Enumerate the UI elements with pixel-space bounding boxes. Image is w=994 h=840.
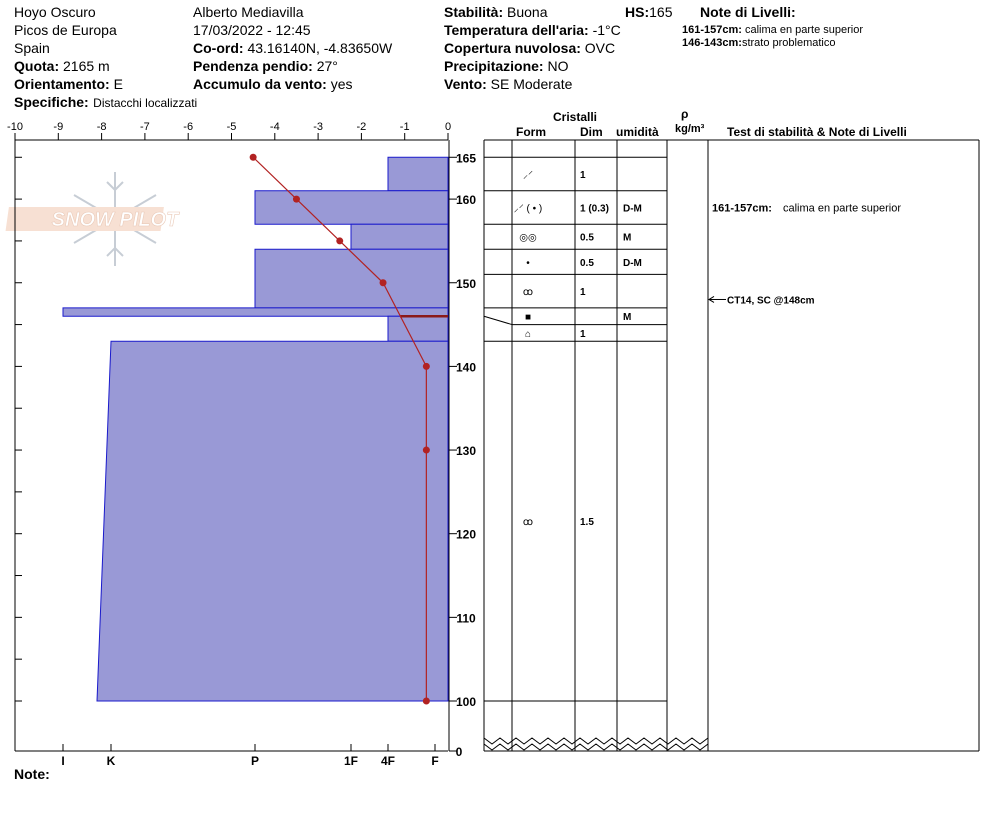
grain-size-value: 0.5 — [580, 257, 594, 269]
form-header: Form — [516, 125, 546, 139]
precip-label: Precipitazione: — [444, 58, 544, 74]
temperature-point — [423, 363, 430, 370]
location-name: Hoyo Oscuro — [14, 4, 96, 20]
quota-value: 2165 m — [63, 58, 110, 74]
hardness-bar — [97, 341, 448, 701]
height-tick-label: 100 — [455, 695, 477, 709]
temp-tick-label: -4 — [269, 121, 280, 133]
grain-form-symbol: • — [526, 257, 530, 269]
stability-label: Stabilità: — [444, 4, 504, 20]
temp-tick-label: -6 — [183, 121, 194, 133]
grain-form-symbol: ◎◎ — [519, 232, 537, 244]
grain-size-value: 0.5 — [580, 232, 594, 244]
hardness-bar — [388, 157, 448, 190]
height-tick-label: 140 — [455, 360, 477, 375]
moisture-value: D-M — [623, 203, 642, 215]
layer-note-text: calima en parte superior — [745, 24, 864, 36]
slope-label: Pendenza pendio: — [193, 58, 313, 74]
temp-tick-label: -9 — [53, 121, 64, 133]
axis-break-zigzag — [484, 738, 708, 744]
hardness-tick-label: F — [431, 754, 439, 768]
grain-size-value: 1 — [580, 170, 586, 182]
moisture-header: umidità — [616, 125, 659, 139]
hardness-tick-label: K — [106, 754, 116, 768]
hardness-tick-label: 1F — [343, 754, 359, 768]
temperature-point — [423, 447, 430, 454]
observation-datetime: 17/03/2022 - 12:45 — [193, 22, 311, 38]
hardness-tick-label: I — [61, 754, 65, 768]
tests-header: Test di stabilità & Note di Livelli — [727, 125, 907, 139]
temp-tick-label: -8 — [96, 121, 107, 133]
hardness-tick-label: P — [250, 754, 260, 768]
layer-note-range: 161-157cm: — [682, 24, 742, 36]
annotation-range: 161-157cm: — [712, 202, 772, 215]
layer-connector — [484, 316, 512, 324]
grain-size-value: 1 (0.3) — [580, 203, 609, 215]
coord-value: 43.16140N, -4.83650W — [247, 40, 393, 56]
hs-label: HS: — [625, 4, 650, 20]
annotation-text: calima en parte superior — [783, 202, 902, 215]
specifics-value: Distacchi localizzati — [93, 96, 198, 110]
grain-size-value: 1 — [580, 287, 586, 299]
temp-tick-label: 0 — [444, 121, 452, 133]
temp-tick-label: -1 — [399, 121, 410, 133]
temperature-point — [336, 237, 343, 244]
layer-note-text: strato problematico — [741, 37, 836, 49]
temperature-point — [293, 196, 300, 203]
temperature-point — [250, 154, 257, 161]
height-tick-label: 110 — [456, 611, 476, 626]
hardness-tick-label: 4F — [380, 754, 396, 768]
rho-header: ρ — [681, 107, 689, 121]
grain-form-symbol: ⌂ — [524, 328, 532, 340]
grain-form-symbol: ⸝⸍ — [523, 170, 533, 182]
temp-tick-label: -10 — [7, 121, 23, 133]
temperature-point — [423, 698, 430, 705]
axis-break-zigzag — [484, 744, 708, 750]
hardness-bar — [255, 191, 448, 224]
height-tick-label: 150 — [455, 276, 477, 291]
grain-size-value: 1 — [580, 328, 586, 340]
moisture-value: D-M — [623, 257, 642, 269]
air-temp-label: Temperatura dell'aria: — [444, 22, 589, 38]
layer-note-range: 146-143cm: — [682, 37, 742, 49]
moisture-value: M — [623, 232, 632, 244]
hardness-bar — [388, 316, 448, 341]
svg-text:SNOW PILOT: SNOW PILOT — [51, 209, 179, 231]
stability-value: Buona — [507, 4, 548, 20]
height-tick-label: 160 — [455, 193, 477, 208]
snowpilot-logo — [6, 172, 181, 266]
grain-form-symbol: ■ — [524, 312, 532, 324]
temp-tick-label: -7 — [140, 121, 150, 133]
stability-test-label: CT14, SC @148cm — [727, 295, 815, 307]
coord-label: Co-ord: — [193, 40, 244, 56]
temp-tick-label: -2 — [356, 121, 367, 133]
hs-value: 165 — [649, 4, 673, 20]
wind-loading-label: Accumulo da vento: — [193, 76, 327, 92]
size-header: Dim — [580, 125, 603, 139]
wind-loading-value: yes — [330, 76, 353, 92]
density-unit: kg/m³ — [675, 123, 705, 135]
sky-value: OVC — [584, 40, 616, 56]
quota-label: Quota: — [14, 58, 60, 74]
height-tick-label: 130 — [455, 444, 477, 459]
air-temp-value: -1°C — [592, 22, 621, 38]
temp-tick-label: -3 — [313, 121, 323, 133]
wind-label: Vento: — [444, 76, 487, 92]
wind-value: SE Moderate — [490, 76, 573, 92]
country-name: Spain — [14, 40, 50, 56]
height-tick-label: 165 — [455, 151, 477, 166]
height-zero-label: 0 — [455, 745, 463, 759]
specifics-label: Specifiche: — [14, 94, 89, 110]
sky-label: Copertura nuvolosa: — [444, 40, 581, 56]
hardness-bar — [63, 308, 448, 316]
region-name: Picos de Europa — [14, 22, 117, 38]
grain-form-symbol: ⸝⸍ ( • ) — [513, 203, 543, 215]
precip-value: NO — [547, 58, 569, 74]
note-label: Note: — [14, 766, 50, 782]
layer-notes-title: Note di Livelli: — [700, 4, 796, 20]
hardness-bar — [255, 249, 448, 308]
aspect-value: E — [113, 76, 123, 92]
hardness-bar — [351, 224, 448, 249]
crystals-header: Cristalli — [553, 110, 598, 124]
temperature-point — [380, 279, 387, 286]
slope-value: 27° — [316, 58, 338, 74]
observer-name: Alberto Mediavilla — [193, 4, 304, 20]
moisture-value: M — [623, 312, 632, 324]
grain-form-symbol: ꝏ — [522, 287, 534, 299]
temp-tick-label: -5 — [226, 121, 237, 133]
aspect-label: Orientamento: — [14, 76, 110, 92]
grain-form-symbol: ꝏ — [522, 517, 534, 529]
height-tick-label: 120 — [455, 527, 477, 542]
grain-size-value: 1.5 — [580, 517, 594, 529]
